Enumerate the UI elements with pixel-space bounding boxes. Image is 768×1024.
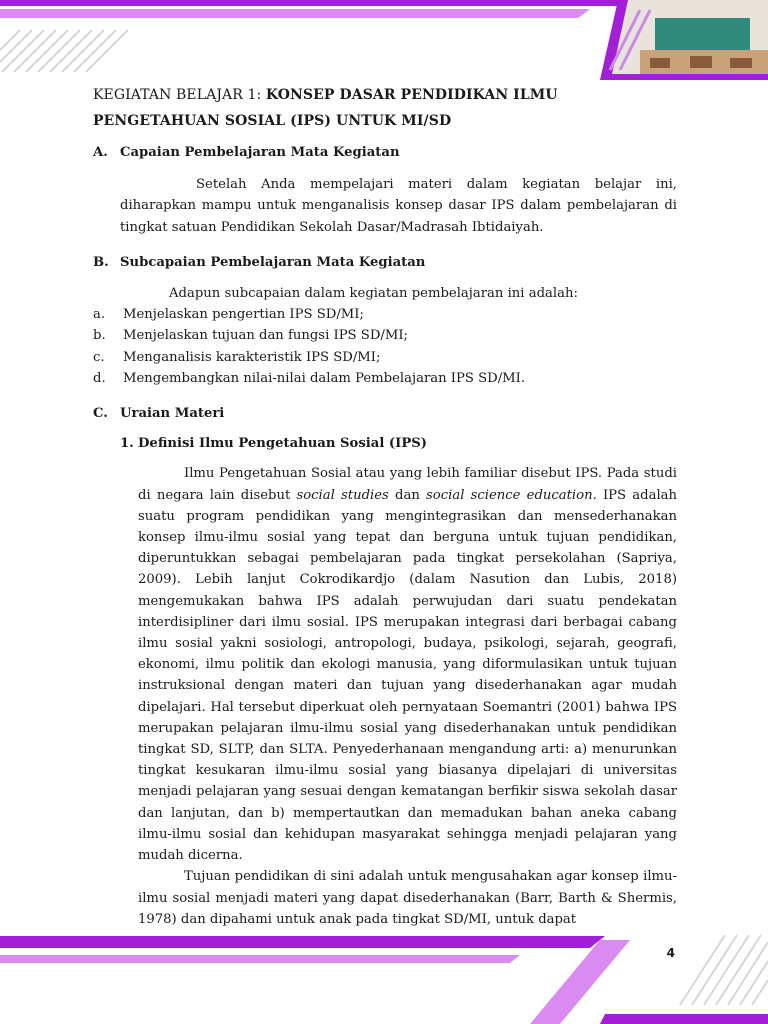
hatch-bottom-right [680, 935, 768, 1005]
page-title [93, 82, 677, 134]
section-label: C. [93, 406, 108, 422]
subsection-title: Definisi Ilmu Pengetahuan Sosial (IPS) [138, 436, 428, 452]
hatch-top-left [0, 30, 128, 72]
list-item: c. Menganalisis karakteristik IPS SD/MI; [93, 349, 381, 365]
subsection-1-heading [93, 433, 677, 454]
bottom-right-swoosh [530, 940, 630, 1024]
page-content [93, 82, 677, 930]
title-prefix: KEGIATAN BELAJAR 1: [93, 87, 266, 103]
title-line1: KONSEP DASAR PENDIDIKAN ILMU [265, 87, 558, 103]
section-b-intro: Adapun subcapaian dalam kegiatan pembelajaran ini adalah: [169, 286, 578, 302]
top-stripe-light [0, 9, 590, 18]
bottom-right-band [600, 1014, 768, 1024]
title-line2: PENGETAHUAN SOSIAL (IPS) UNTUK MI/SD [93, 113, 452, 129]
list-item: a. Menjelaskan pengertian IPS SD/MI; [93, 307, 364, 323]
purpose-paragraph: Tujuan pendidikan di sini adalah untuk mengusahakan agar konsep ilmu-ilmu sosial menjadi materi yang dapat disederhanakan (Barr, Barth & Shermis, 1978) dan dipahami untuk anak pada tingkat SD/MI, untuk dapat [138, 869, 677, 927]
list-item: b. Menjelaskan tujuan dan fungsi IPS SD/MI; [93, 328, 408, 344]
hatch-top-right [610, 10, 650, 70]
section-title: Subcapaian Pembelajaran Mata Kegiatan [120, 254, 426, 270]
section-title: Uraian Materi [120, 406, 225, 422]
section-a-text: Setelah Anda mempelajari materi dalam kegiatan belajar ini, diharapkan mampu untuk menganalisis konsep dasar IPS dalam pembelajaran di tingkat satuan Pendidikan Sekolah Dasar/Madrasah Ibtidaiyah. [120, 177, 677, 235]
bottom-stripe-light [0, 955, 520, 963]
bottom-band [0, 936, 605, 948]
classroom-image [600, 0, 768, 80]
section-a-heading [93, 142, 677, 163]
section-c-heading [93, 403, 677, 424]
subcapaian-list [93, 304, 677, 389]
section-b-heading [93, 252, 677, 273]
subsection-1-body [93, 463, 677, 929]
section-title: Capaian Pembelajaran Mata Kegiatan [120, 145, 400, 160]
definition-paragraph: Ilmu Pengetahuan Sosial atau yang lebih familiar disebut IPS. Pada studi di negara lain disebut social studies dan social science education. IPS adalah suatu program pendidikan yang mengintegrasikan dan mensederhanakan konsep ilmu-ilmu sosial yang tepat dan berguna untuk tujuan pendidikan, diperuntukkan sebagai pembelajaran pada tingkat persekolahan (Sapriya, 2009). Lebih lanjut Cokrodikardjo (dalam Nasution dan Lubis, 2018) mengemukakan bahwa IPS adalah perwujudan dari suatu pendekatan interdisipliner dari ilmu sosial. IPS merupakan integrasi dari berbagai cabang ilmu sosial yakni sosiologi, antropologi, budaya, psikologi, sejarah, geografi, ekonomi, ilmu politik dan ekologi manusia, yang diformulasikan untuk tujuan instruksional dengan materi dan tujuan yang disederhanakan agar mudah dipelajari. Hal tersebut diperkuat oleh pernyataan Soemantri (2001) bahwa IPS merupakan pelajaran ilmu-ilmu sosial yang disederhanakan untuk pendidikan tingkat SD, SLTP, dan SLTA. Penyederhanaan mengandung arti: a) menurunkan tingkat kesukaran ilmu-ilmu sosial yang biasanya dipelajari di universitas menjadi pelajaran yang sesuai dengan kematangan berfikir siswa sekolah dasar dan lanjutan, dan b) mempertautkan dan memadukan bahan aneka cabang ilmu-ilmu sosial dan kehidupan masyarakat sehingga menjadi pelajaran yang mudah dicerna. [138, 466, 678, 864]
page-number: 4 [666, 946, 675, 960]
top-band [0, 0, 768, 6]
list-item: d. Mengembangkan nilai-nilai dalam Pembelajaran IPS SD/MI. [93, 370, 526, 386]
section-label: B. [93, 254, 109, 270]
section-label: A. [93, 145, 108, 160]
subsection-label: 1. [120, 436, 134, 452]
